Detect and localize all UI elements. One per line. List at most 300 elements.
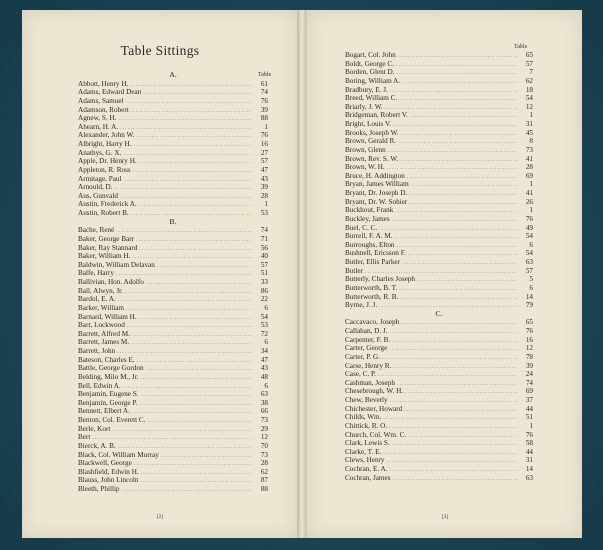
table-number: 16 (260, 140, 268, 148)
table-number: 65 (525, 318, 533, 327)
leader-dots (404, 406, 517, 415)
guest-name: Bruce, H. Addington (345, 171, 405, 180)
list-item (78, 97, 268, 106)
list-item (78, 433, 268, 442)
guest-name: Albright, Harry H. (78, 140, 132, 148)
guest-name: Buckhout, Frank (345, 206, 394, 215)
leader-dots (92, 434, 252, 443)
list-item (78, 244, 268, 253)
table-number: 1 (529, 421, 533, 430)
page-title: Table Sittings (120, 43, 200, 58)
leader-dots (124, 176, 252, 185)
list-item (345, 379, 533, 388)
table-number: 49 (525, 223, 533, 232)
leader-dots (139, 158, 252, 167)
guest-name: Barnard, William H. (78, 312, 137, 321)
table-number: 1 (264, 200, 268, 209)
table-number: 76 (260, 131, 268, 140)
leader-dots (157, 262, 252, 271)
guest-name: Cashman, Joseph (345, 378, 395, 387)
list-item (78, 252, 268, 261)
guest-name: Chesebrough, W. H. (345, 387, 404, 396)
list-item (345, 275, 533, 284)
table-number: 86 (260, 286, 268, 295)
leader-dots (116, 227, 252, 236)
leader-dots (396, 61, 517, 70)
list-item (345, 94, 533, 103)
guest-name: Clarke, T. E. (345, 447, 382, 456)
table-number: 18 (525, 85, 533, 94)
table-number: 14 (525, 465, 533, 473)
guest-name: Boring, William A. (345, 76, 401, 85)
guest-name: Breed, William C. (345, 94, 398, 103)
leader-dots (112, 426, 252, 435)
list-item (345, 456, 533, 465)
table-number: 72 (260, 329, 268, 338)
guest-name: Bache, René (78, 226, 115, 235)
guest-name: Apple, Dr. Henry H. (78, 157, 137, 166)
list-item (345, 163, 533, 172)
list-item (78, 80, 268, 89)
list-item (78, 313, 268, 322)
list-item (78, 425, 268, 434)
right-page (306, 10, 582, 538)
table-number: 1 (529, 111, 533, 120)
list-item (345, 60, 533, 69)
list-item (78, 347, 268, 356)
table-number: 76 (260, 96, 268, 105)
guest-name: Barr, Lockwood (78, 321, 125, 330)
list-item (345, 86, 533, 95)
leader-dots (402, 259, 517, 268)
list-item (78, 382, 268, 391)
leader-dots (397, 380, 517, 389)
guest-name: Caccavaco, Joseph (345, 318, 400, 327)
leader-dots (390, 466, 517, 475)
list-item (78, 459, 268, 468)
table-number: 45 (525, 128, 533, 137)
guest-name: Black, Col. William Murray (78, 450, 159, 459)
list-item (345, 155, 533, 164)
guest-name: Chichester, Howard (345, 404, 403, 413)
leader-dots (125, 288, 252, 297)
guest-name: Burrell, F. A. M. (345, 232, 393, 241)
list-item (345, 77, 533, 86)
table-number: 47 (260, 165, 268, 174)
guest-name: Clark, Lewis S. (345, 439, 390, 448)
list-item (345, 241, 533, 250)
list-item (345, 258, 533, 267)
guest-name: Barrett, James M. (78, 338, 130, 347)
table-number: 31 (525, 120, 533, 128)
table-number: 76 (525, 430, 533, 439)
list-item (345, 111, 533, 120)
list-item (345, 387, 533, 396)
leader-dots (141, 477, 253, 486)
table-number: 73 (260, 450, 268, 459)
list-item (78, 157, 268, 166)
leader-dots (417, 276, 517, 285)
leader-dots (126, 305, 252, 314)
guest-name: Butler, Ellis Parker (345, 258, 401, 266)
leader-dots (117, 348, 252, 357)
guest-name: Benjamin, Eugene S. (78, 390, 139, 399)
table-number: 33 (260, 278, 268, 286)
guest-name: Carse, Henry R. (345, 361, 392, 370)
table-number: 28 (260, 191, 268, 200)
leader-dots (133, 167, 252, 176)
guest-name: Bogart, Col. John (345, 51, 396, 59)
list-item (78, 278, 268, 287)
table-number: 63 (260, 390, 268, 399)
table-number: 8 (529, 137, 533, 146)
page-number: [2] (156, 514, 164, 520)
leader-dots (407, 173, 517, 182)
guest-name: Cochran, E. A. (345, 465, 388, 473)
list-item (78, 287, 268, 296)
list-item (345, 146, 533, 155)
list-item (345, 353, 533, 362)
table-number: 24 (525, 370, 533, 379)
table-number: 69 (525, 387, 533, 396)
leader-dots (132, 331, 252, 340)
guest-name: Carter, George (345, 344, 388, 353)
leader-dots (143, 89, 252, 98)
left-page (22, 10, 298, 538)
list-item (78, 442, 268, 451)
guest-name: Anathys, G. X. (78, 148, 122, 157)
guest-name: Adams, Samuel (78, 96, 124, 105)
section-letter-label: A. (169, 70, 177, 79)
table-number: 39 (260, 183, 268, 192)
leader-dots (118, 296, 252, 305)
guest-name: Bennett, Elbert A. (78, 407, 130, 416)
table-number: 63 (525, 473, 533, 482)
leader-dots (402, 78, 517, 87)
table-number: 54 (260, 312, 268, 321)
list-item (78, 226, 268, 235)
table-number: 57 (525, 266, 533, 275)
table-number: 51 (260, 269, 268, 278)
guest-name: Appleton, R. Ross (78, 165, 131, 174)
table-number: 44 (525, 404, 533, 413)
guest-name: Bleeth, Phillip (78, 485, 120, 493)
table-number: 31 (525, 456, 533, 465)
table-number: 76 (525, 214, 533, 223)
leader-dots (397, 69, 517, 78)
leader-dots (378, 371, 517, 380)
list-item (78, 416, 268, 425)
leader-dots (136, 236, 252, 245)
guest-name: Bridgeman, Robert V. (345, 111, 408, 120)
table-number: 58 (525, 439, 533, 448)
table-number: 53 (260, 209, 268, 217)
leader-dots (392, 440, 517, 449)
list-item (345, 439, 533, 448)
leader-dots (146, 365, 252, 374)
table-number: 6 (529, 240, 533, 249)
guest-name: Bushnell, Ericsson F. (345, 249, 406, 258)
list-item (78, 166, 268, 175)
leader-dots (390, 397, 517, 406)
guest-name: Church, Col. Wm. C. (345, 430, 407, 439)
list-item (345, 405, 533, 414)
guest-name: Adamson, Robert (78, 105, 129, 114)
list-item (78, 304, 268, 313)
table-number: 62 (260, 467, 268, 476)
guest-name: Battle, George Gordon (78, 364, 144, 373)
leader-dots (409, 190, 517, 199)
guest-name: Bryant, Dr. W. Sohier (345, 197, 408, 206)
table-number: 79 (525, 301, 533, 310)
list-item (345, 172, 533, 181)
list-item (345, 249, 533, 258)
guest-name: Carpenter, F. B. (345, 335, 391, 344)
list-item (345, 370, 533, 379)
guest-name: Benjamin, George P. (78, 398, 138, 407)
table-number: 74 (260, 88, 268, 97)
leader-dots (161, 452, 252, 461)
guest-name: Brown, W. H. (345, 163, 385, 172)
leader-dots (383, 414, 517, 423)
list-item (345, 189, 533, 198)
list-item (345, 465, 533, 474)
table-number: 66 (260, 407, 268, 416)
leader-dots (399, 285, 517, 294)
table-number: 39 (525, 361, 533, 370)
leader-dots (408, 250, 517, 259)
guest-name: Carter, P. G. (345, 352, 381, 361)
guest-name: Blackwell, George (78, 459, 132, 468)
table-number: 63 (525, 258, 533, 266)
table-number: 54 (525, 232, 533, 241)
guest-name: Austin, Frederick A. (78, 200, 137, 209)
leader-dots (141, 374, 253, 383)
guest-name: Baker, George Barr (78, 234, 135, 243)
list-item (78, 131, 268, 140)
list-item (78, 356, 268, 365)
leader-dots (390, 87, 517, 96)
leader-dots (146, 279, 252, 288)
guest-name: Abbott, Henry H. (78, 79, 129, 88)
list-item (345, 318, 533, 327)
list-item (78, 88, 268, 97)
guest-name: Bardol, E. A. (78, 295, 116, 304)
table-number: 1 (264, 122, 268, 131)
leader-dots (389, 345, 517, 354)
guest-name: Baldwin, William Delavan (78, 260, 155, 269)
table-number: 12 (525, 344, 533, 353)
list-item (345, 422, 533, 431)
list-item (78, 235, 268, 244)
leader-dots (379, 225, 517, 234)
guest-name: Ball, Alwyn, Jr. (78, 286, 123, 295)
guest-name: Butterly, Charles Joseph (345, 275, 416, 284)
leader-dots (410, 112, 517, 121)
table-number: 37 (525, 396, 533, 404)
table-number: 54 (525, 249, 533, 258)
guest-name: Chew, Beverly (345, 396, 388, 404)
list-item (78, 175, 268, 184)
leader-dots (134, 460, 252, 469)
guest-name: Bright, Louis V. (345, 120, 392, 128)
table-number: 1 (529, 180, 533, 189)
leader-dots (393, 475, 517, 484)
section-letter (78, 218, 268, 227)
guest-name: Agnew, S. H. (78, 114, 117, 123)
list-item (78, 468, 268, 477)
leader-dots (130, 81, 252, 90)
guest-name: Brown, Gerald R. (345, 137, 397, 146)
leader-dots (393, 121, 517, 130)
table-number: 26 (525, 197, 533, 206)
guest-name: Brown, Glenn (345, 145, 386, 154)
list-item (78, 261, 268, 270)
guest-name: Bradbury, E. J. (345, 85, 388, 94)
guest-name: Barrett, Alfred M. (78, 329, 130, 338)
list-item (345, 448, 533, 457)
table-number: 61 (260, 79, 268, 88)
list-item (345, 396, 533, 405)
section-letter-label: B. (169, 216, 177, 226)
table-column-header: Table (514, 44, 528, 50)
leader-dots (123, 383, 252, 392)
guest-name: Baker, William H. (78, 252, 131, 261)
table-number: 70 (260, 441, 268, 450)
guest-name: Burroughs, Elton (345, 240, 395, 249)
list-item (78, 399, 268, 408)
guest-name: Benton, Col. Everett C. (78, 416, 146, 424)
table-number: 12 (525, 102, 533, 111)
table-number: 28 (260, 459, 268, 468)
list-item (78, 451, 268, 460)
table-number: 73 (525, 145, 533, 154)
guest-name: Boldt, George C. (345, 59, 394, 68)
table-number: 28 (525, 163, 533, 172)
guest-name: Baker, Ray Stannard (78, 243, 138, 252)
leader-dots (409, 199, 517, 208)
list-item (345, 362, 533, 371)
list-item (78, 364, 268, 373)
leader-dots (390, 328, 517, 337)
leader-dots (147, 417, 252, 426)
leader-dots (131, 107, 252, 116)
guest-name: Bryan, James William (345, 180, 409, 189)
list-item (345, 474, 533, 483)
leader-dots (141, 391, 252, 400)
table-number: 69 (525, 171, 533, 180)
table-number: 71 (260, 234, 268, 243)
leader-dots (131, 210, 252, 219)
list-item (78, 407, 268, 416)
list-item (78, 485, 268, 494)
table-number: 1 (529, 206, 533, 215)
list-item (345, 284, 533, 293)
page-number: [3] (441, 514, 449, 520)
guest-name: Ballivian, Hon. Adolfo (78, 278, 144, 286)
table-number: 48 (260, 372, 268, 381)
table-number: 88 (260, 485, 268, 493)
list-item (78, 140, 268, 149)
list-item (78, 390, 268, 399)
guest-name: Adams, Edward Dean (78, 88, 142, 97)
guest-name: Bryant, Dr. Joseph D. (345, 189, 408, 197)
list-item (345, 293, 533, 302)
list-item (345, 336, 533, 345)
guest-name: Butterworth, R. B. (345, 292, 399, 301)
list-item (78, 373, 268, 382)
guest-name: Borden, Glent D. (345, 68, 395, 77)
leader-dots (118, 115, 252, 124)
leader-dots (139, 314, 252, 323)
list-item (78, 295, 268, 304)
table-number: 6 (529, 283, 533, 292)
leader-dots (398, 52, 517, 61)
table-number: 39 (260, 105, 268, 114)
guest-name: Brooks, Joseph W. (345, 128, 399, 137)
leader-dots (395, 207, 517, 216)
list-item (78, 123, 268, 132)
guest-name: Childs, Wm. (345, 413, 382, 422)
guest-name: Blashfield, Edwin H. (78, 467, 139, 476)
leader-dots (398, 138, 517, 147)
guest-name: Blauss, John Lincoln (78, 476, 139, 485)
guest-name: Aus, Gunvald (78, 191, 118, 200)
table-number: 54 (525, 94, 533, 103)
list-item (78, 200, 268, 209)
leader-dots (139, 201, 252, 210)
list-item (78, 321, 268, 330)
table-number: 40 (260, 252, 268, 261)
leader-dots (127, 322, 252, 331)
sittings-list-left (78, 71, 268, 494)
guest-name: Brown, Rev. S. W. (345, 154, 399, 163)
leader-dots (400, 156, 517, 165)
list-item (78, 338, 268, 347)
list-item (78, 192, 268, 201)
list-item (78, 476, 268, 485)
table-number: 47 (260, 355, 268, 364)
guest-name: Arnould, D. (78, 183, 113, 192)
leader-dots (397, 242, 517, 251)
table-number: 57 (260, 260, 268, 269)
list-item (345, 327, 533, 336)
section-letter (78, 71, 268, 80)
table-number: 57 (525, 59, 533, 68)
guest-name: Callahan, D. J. (345, 327, 388, 335)
leader-dots (139, 400, 252, 409)
table-number: 41 (525, 189, 533, 197)
leader-dots (383, 449, 517, 458)
table-number: 27 (260, 148, 268, 157)
table-number: 44 (525, 447, 533, 456)
list-item (345, 224, 533, 233)
leader-dots (132, 408, 252, 417)
leader-dots (120, 193, 252, 202)
guest-name: Bert (78, 433, 91, 442)
table-number: 12 (260, 433, 268, 442)
guest-name: Bierck, A. B. (78, 441, 116, 450)
table-number: 51 (525, 413, 533, 422)
guest-name: Bell, Edwin A. (78, 381, 121, 390)
guest-name: Austin, Robert B. (78, 209, 129, 217)
leader-dots (392, 337, 517, 346)
guest-name: Butterworth, B. T. (345, 283, 398, 292)
table-number: 29 (260, 424, 268, 433)
guest-name: Buckley, James (345, 214, 390, 223)
leader-dots (401, 130, 517, 139)
table-number: 16 (525, 335, 533, 344)
